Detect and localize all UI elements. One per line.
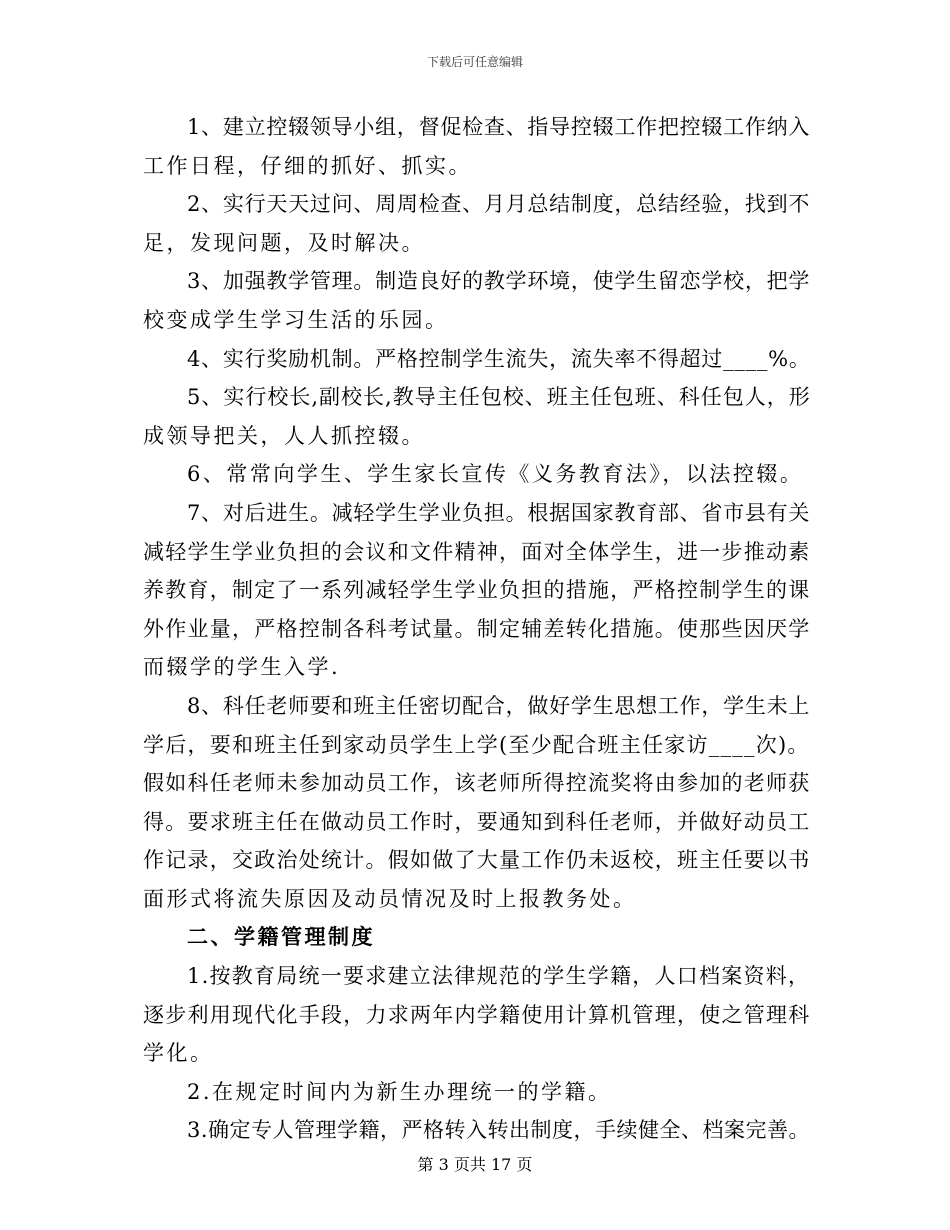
text-line: 5、实行校长,副校长,教导主任包校、班主任包班、科任包人，形 (187, 385, 811, 410)
text-line: 而辍学的学生入学. (143, 655, 341, 680)
text-line: 2、实行天天过问、周周检查、月月总结制度，总结经验，找到不 (187, 192, 811, 217)
text-line: 3、加强教学管理。制造良好的教学环境，使学生留恋学校，把学 (187, 269, 811, 294)
text-line: 7、对后进生。减轻学生学业负担。根据国家教育部、省市县有关 (187, 500, 811, 525)
document-body (143, 108, 815, 1150)
text-line: 作记录，交政治处统计。假如做了大量工作仍未返校，班主任要以书 (143, 848, 811, 873)
text-line: 1.按教育局统一要求建立法律规范的学生学籍，人口档案资料， (187, 964, 811, 989)
text-line: 学后，要和班主任到家动员学生上学(至少配合班主任家访____次)。 (143, 732, 810, 757)
text-line: 8、科任老师要和班主任密切配合，做好学生思想工作，学生未上 (187, 693, 811, 718)
text-line: 逐步利用现代化手段，力求两年内学籍使用计算机管理，使之管理科 (143, 1002, 811, 1027)
text-line: 2.在规定时间内为新生办理统一的学籍。 (187, 1079, 612, 1104)
text-line: 足，发现问题，及时解决。 (143, 230, 425, 255)
page-footer: 第 3 页共 17 页 (417, 1155, 533, 1174)
text-line: 外作业量，严格控制各科考试量。制定辅差转化措施。使那些因厌学 (143, 616, 811, 641)
page-header: 下载后可任意编辑 (426, 55, 523, 69)
text-line: 校变成学生学习生活的乐园。 (143, 307, 449, 332)
section-heading: 二、学籍管理制度 (187, 924, 375, 950)
text-line: 假如科任老师未参加动员工作，该老师所得控流奖将由参加的老师获 (143, 771, 811, 796)
text-line: 1、建立控辍领导小组，督促检查、指导控辍工作把控辍工作纳入 (187, 115, 811, 139)
text-line: 工作日程，仔细的抓好、抓实。 (143, 153, 472, 178)
text-line: 得。要求班主任在做动员工作时，要通知到科任老师，并做好动员工 (143, 809, 811, 834)
text-line: 3.确定专人管理学籍，严格转入转出制度，手续健全、档案完善。 (187, 1118, 811, 1143)
text-line: 学化。 (143, 1041, 214, 1066)
text-line: 4、实行奖励机制。严格控制学生流失，流失率不得超过____%。 (187, 346, 811, 371)
text-line: 面形式将流失原因及动员情况及时上报教务处。 (143, 886, 637, 911)
text-line: 减轻学生学业负担的会议和文件精神，面对全体学生，进一步推动素 (143, 539, 811, 564)
text-line: 6、常常向学生、学生家长宣传《义务教育法》，以法控辍。 (187, 462, 804, 487)
text-line: 成领导把关，人人抓控辍。 (143, 423, 425, 448)
text-line: 养教育，制定了一系列减轻学生学业负担的措施，严格控制学生的课 (143, 578, 811, 603)
